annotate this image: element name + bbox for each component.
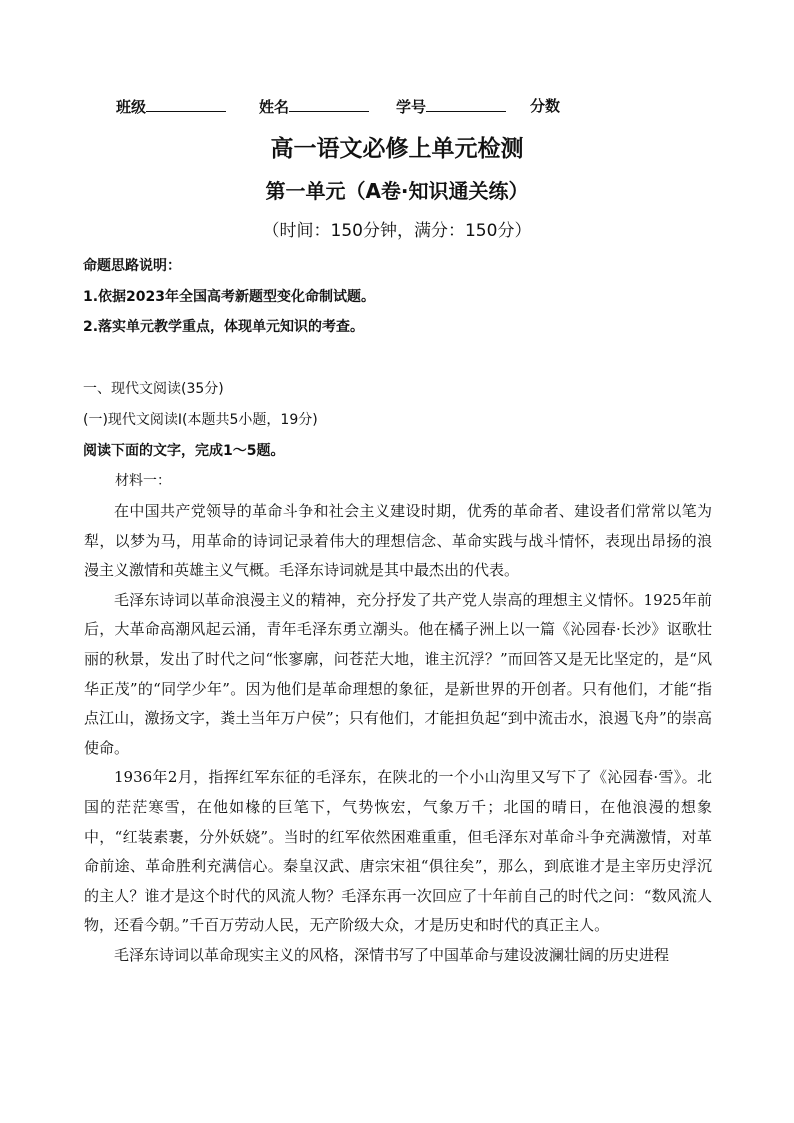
section-title: 一、现代文阅读(35分) <box>83 381 224 397</box>
exam-subtitle: 第一单元（A卷·知识通关练） <box>265 179 529 203</box>
name-blank[interactable] <box>289 95 369 112</box>
note-item-1: 1.依据2023年全国高考新题型变化命制试题。 <box>83 289 376 305</box>
passage-paragraph: 毛泽东诗词以革命浪漫主义的精神，充分抒发了共产党人崇高的理想主义情怀。1925年前后，大革命高潮风起云涌，青年毛泽东勇立潮头。他在橘子洲上以一篇《沁园春·长沙》讴歌壮丽的秋景，发出了时代之问“怅寥廓，问苍茫大地，谁主沉浮？”而回答又是无比坚定的，是“风华正茂”的“同学少年”。因为他们是革命理想的象征，是新世界的开创者。只有他们，才能“指点江山，激扬文字，粪土当年万户侯”；只有他们，才能担负起“到中流击水，浪遏飞舟”的崇高使命。 <box>84 590 712 757</box>
student-id-label: 学号 <box>396 98 427 116</box>
passage-paragraph: 在中国共产党领导的革命斗争和社会主义建设时期，优秀的革命者、建设者们常常以笔为犁，以梦为马，用革命的诗词记录着伟大的理想信念、革命实践与战斗情怀，表现出昂扬的浪漫主义激情和英雄主义气概。毛泽东诗词就是其中最杰出的代表。 <box>84 502 712 580</box>
name-field <box>259 95 369 117</box>
student-info-row <box>116 95 636 119</box>
student-id-blank[interactable] <box>426 95 506 112</box>
passage-paragraph: 毛泽东诗词以革命现实主义的风格，深情书写了中国革命与建设波澜壮阔的历史进程 <box>114 945 670 964</box>
exam-time-info: （时间：150分钟，满分：150分） <box>262 221 532 241</box>
exam-title: 高一语文必修上单元检测 <box>270 136 524 162</box>
notes-heading: 命题思路说明： <box>83 258 181 274</box>
name-label: 姓名 <box>259 98 290 116</box>
class-field <box>116 95 226 117</box>
material-label: 材料一： <box>115 473 171 489</box>
class-blank[interactable] <box>146 95 226 112</box>
class-label: 班级 <box>116 98 147 116</box>
note-item-2: 2.落实单元教学重点，体现单元知识的考查。 <box>83 319 365 335</box>
reading-passage <box>84 497 712 971</box>
score-field <box>530 95 560 116</box>
score-label: 分数 <box>530 97 561 115</box>
passage-paragraph: 1936年2月，指挥红军东征的毛泽东，在陕北的一个小山沟里又写下了《沁园春·雪》。北国的茫茫寒雪，在他如椽的巨笔下，气势恢宏，气象万千；北国的晴日，在他浪漫的想象中，“红装素裹，分外妖娆”。当时的红军依然困难重重，但毛泽东对革命斗争充满激情，对革命前途、革命胜利充满信心。秦皇汉武、唐宗宋祖“俱往矣”，那么，到底谁才是主宰历史浮沉的主人？谁才是这个时代的风流人物？毛泽东再一次回应了十年前自己的时代之问：“数风流人物，还看今朝。”千百万劳动人民，无产阶级大众，才是历史和时代的真正主人。 <box>84 768 712 935</box>
section-subtitle: (一)现代文阅读Ⅰ(本题共5小题，19分) <box>83 412 318 428</box>
reading-instruction: 阅读下面的文字，完成1～5题。 <box>83 443 285 459</box>
student-id-field <box>396 95 506 117</box>
